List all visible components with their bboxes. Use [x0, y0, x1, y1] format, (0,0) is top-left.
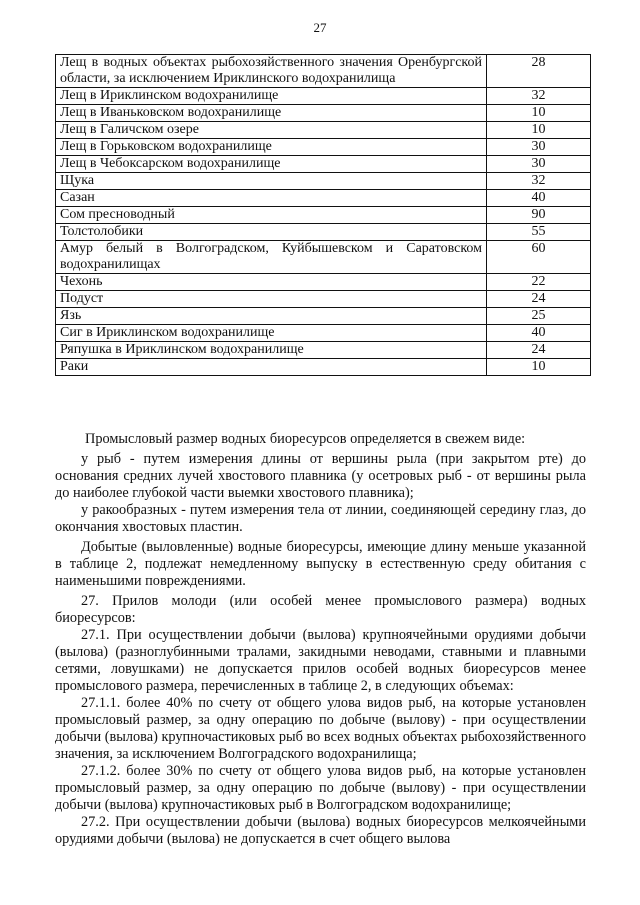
species-name-cell: Лещ в Чебоксарском водохранилище — [56, 156, 487, 173]
paragraph-27: 27. Прилов молоди (или особей менее промыслового размера) водных биоресурсов: — [55, 593, 586, 626]
minimum-size-cell: 30 — [487, 139, 591, 156]
minimum-size-cell: 28 — [487, 55, 591, 88]
species-name-cell: Чехонь — [56, 274, 487, 291]
species-name-cell: Сазан — [56, 190, 487, 207]
table-row — [56, 122, 591, 139]
minimum-size-cell: 55 — [487, 224, 591, 241]
minimum-size-cell: 24 — [487, 291, 591, 308]
species-size-table — [55, 54, 591, 376]
page-number: 27 — [313, 20, 327, 35]
table-row — [56, 139, 591, 156]
species-name-cell: Лещ в Галичском озере — [56, 122, 487, 139]
species-name-cell: Лещ в Ириклинском водохранилище — [56, 88, 487, 105]
table-row — [56, 342, 591, 359]
table-row — [56, 207, 591, 224]
species-name-cell: Язь — [56, 308, 487, 325]
table-row — [56, 359, 591, 376]
minimum-size-cell: 24 — [487, 342, 591, 359]
minimum-size-cell: 60 — [487, 241, 591, 274]
species-name-cell: Толстолобики — [56, 224, 487, 241]
species-name-cell: Лещ в Горьковском водохранилище — [56, 139, 487, 156]
paragraph-fish-measurement: у рыб - путем измерения длины от вершины рыла (при закрытом рте) до основания средних лучей хвостового плавника (у осетровых рыб - от вершины рыла до наиболее глубокой части выемки хвостового плавника); — [55, 451, 586, 501]
table-body — [56, 55, 591, 376]
species-name-cell: Сиг в Ириклинском водохранилище — [56, 325, 487, 342]
minimum-size-cell: 40 — [487, 325, 591, 342]
minimum-size-cell: 10 — [487, 122, 591, 139]
body-text — [55, 431, 586, 848]
minimum-size-cell: 22 — [487, 274, 591, 291]
minimum-size-cell: 10 — [487, 105, 591, 122]
table-row — [56, 325, 591, 342]
species-name-cell: Амур белый в Волгоградском, Куйбышевском и Саратовском водохранилищах — [56, 241, 487, 274]
paragraph-27-1-2: 27.1.2. более 30% по счету от общего улова видов рыб, на которые установлен промысловый размер, за одну операцию по добыче (вылову) - при осуществлении добычи (вылова) крупночастиковых рыб в Волгоградском водохранилище; — [55, 763, 586, 813]
species-name-cell: Лещ в Иваньковском водохранилище — [56, 105, 487, 122]
paragraph-crustacean-measurement: у ракообразных - путем измерения тела от линии, соединяющей середину глаз, до окончания хвостовых пластин. — [55, 502, 586, 535]
species-name-cell: Лещ в водных объектах рыбохозяйственного значения Оренбургской области, за исключением Ириклинского водохранилища — [56, 55, 487, 88]
table-row — [56, 274, 591, 291]
minimum-size-cell: 32 — [487, 88, 591, 105]
table-row — [56, 88, 591, 105]
table-row — [56, 291, 591, 308]
minimum-size-cell: 32 — [487, 173, 591, 190]
species-name-cell: Подуст — [56, 291, 487, 308]
table-row — [56, 173, 591, 190]
paragraph-release-rule: Добытые (выловленные) водные биоресурсы, имеющие длину меньше указанной в таблице 2, подлежат немедленному выпуску в естественную среду обитания с наименьшими повреждениями. — [55, 539, 586, 589]
minimum-size-cell: 10 — [487, 359, 591, 376]
species-name-cell: Сом пресноводный — [56, 207, 487, 224]
table-row — [56, 55, 591, 88]
species-name-cell: Щука — [56, 173, 487, 190]
minimum-size-cell: 40 — [487, 190, 591, 207]
table-row — [56, 105, 591, 122]
paragraph-27-1: 27.1. При осуществлении добычи (вылова) крупноячейными орудиями добычи (вылова) (разноглубинными тралами, закидными неводами, ставными и плавными сетями, ловушками) не допускается прилов особей водных биоресурсов менее промыслового размера, перечисленных в таблице 2, в следующих объемах: — [55, 627, 586, 694]
minimum-size-cell: 30 — [487, 156, 591, 173]
minimum-size-cell: 25 — [487, 308, 591, 325]
paragraph-27-1-1: 27.1.1. более 40% по счету от общего улова видов рыб, на которые установлен промысловый размер, за одну операцию по добыче (вылову) - при осуществлении добычи (вылова) крупночастиковых рыб во всех водных объектах рыбохозяйственного значения, за исключением Волгоградского водохранилища; — [55, 695, 586, 762]
paragraph-measurement-intro: Промысловый размер водных биоресурсов определяется в свежем виде: — [85, 431, 526, 447]
species-name-cell: Ряпушка в Ириклинском водохранилище — [56, 342, 487, 359]
minimum-size-cell: 90 — [487, 207, 591, 224]
table-row — [56, 308, 591, 325]
table-row — [56, 190, 591, 207]
table-row — [56, 241, 591, 274]
species-name-cell: Раки — [56, 359, 487, 376]
table-row — [56, 156, 591, 173]
table-row — [56, 224, 591, 241]
paragraph-27-2: 27.2. При осуществлении добычи (вылова) водных биоресурсов мелкоячейными орудиями добычи (вылова) не допускается в счет общего вылова — [55, 814, 586, 847]
